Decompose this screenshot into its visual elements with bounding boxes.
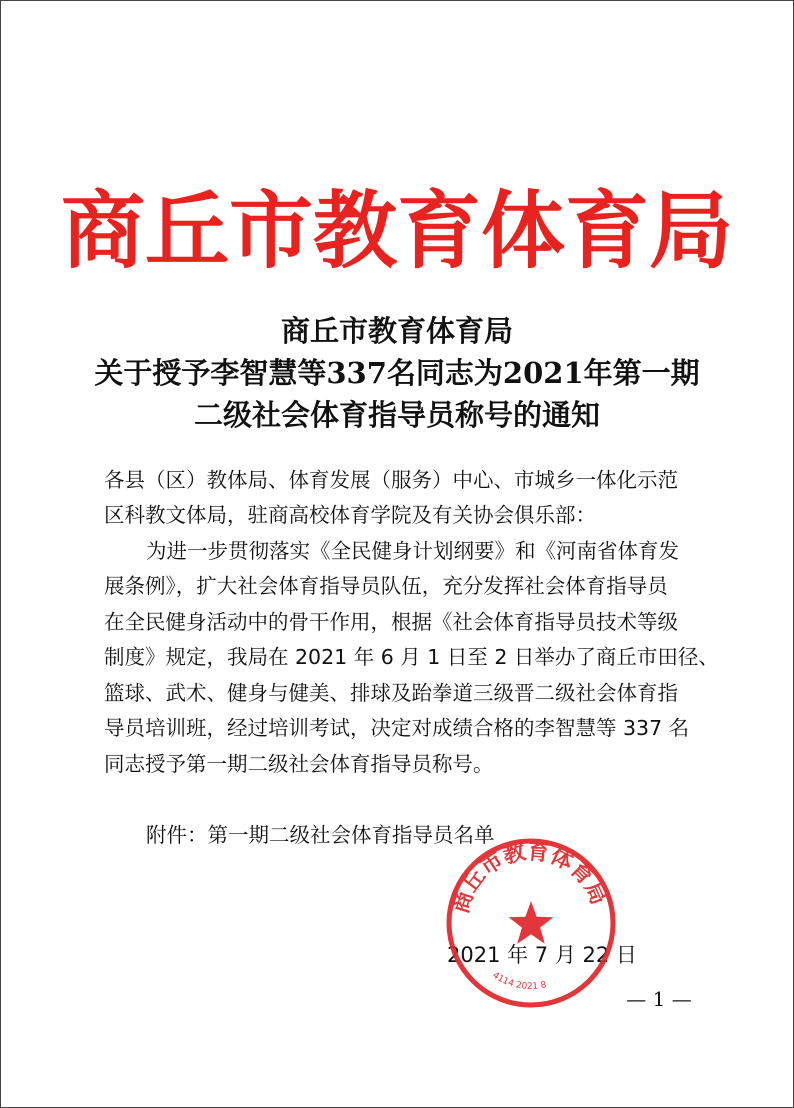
paragraph-line: 制度》规定，我局在 2021 年 6 月 1 日至 2 日举办了商丘市田径、	[104, 645, 719, 669]
seal-number: 4114 2021 8	[490, 970, 548, 993]
attachment-note: 附件：第一期二级社会体育指导员名单	[146, 823, 495, 847]
seal-star-icon	[509, 901, 554, 944]
recipients-line-2: 区科教文体局，驻商高校体育学院及有关协会俱乐部：	[104, 503, 596, 527]
paragraph-line: 展条例》，扩大社会体育指导员队伍，充分发挥社会体育指导员	[104, 574, 668, 598]
signature-date: 2021 年 7 月 22 日	[447, 943, 637, 967]
paragraph-line: 为进一步贯彻落实《全民健身计划纲要》和《河南省体育发	[146, 539, 679, 563]
document-title-line-3: 二级社会体育指导员称号的通知	[193, 398, 600, 432]
recipients-line-1: 各县（区）教体局、体育发展（服务）中心、市城乡一体化示范	[104, 468, 678, 492]
official-seal-stamp	[443, 835, 619, 1011]
page-number: — 1 —	[626, 987, 692, 1011]
document-title-line-1: 商丘市教育体育局	[280, 314, 513, 348]
paragraph-line: 篮球、武术、健身与健美、排球及跆拳道三级晋二级社会体育指	[104, 681, 678, 705]
agency-red-header: 商丘市教育体育局	[60, 181, 733, 280]
document-title-line-2: 关于授予李智慧等337名同志为2021年第一期	[94, 356, 700, 390]
paragraph-line: 同志授予第一期二级社会体育指导员称号。	[104, 752, 494, 776]
paragraph-line: 在全民健身活动中的骨干作用，根据《社会体育指导员技术等级	[104, 610, 678, 634]
seal-text: 商丘市教育体育局	[447, 838, 612, 917]
paragraph-line: 导员培训班，经过培训考试，决定对成绩合格的李智慧等 337 名	[104, 716, 690, 740]
